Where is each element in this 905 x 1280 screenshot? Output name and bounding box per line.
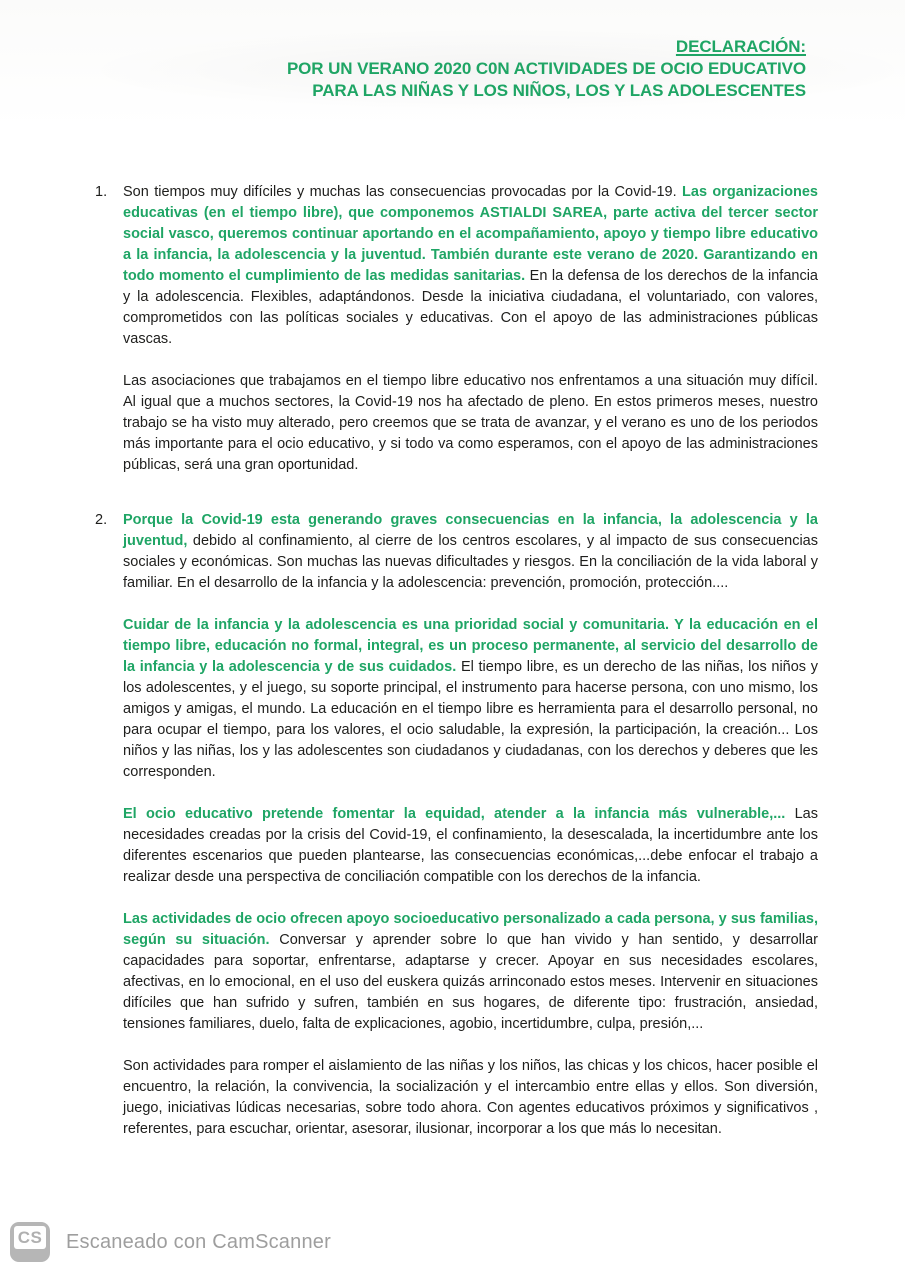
paragraph — [123, 804, 818, 888]
camscanner-watermark — [10, 1222, 331, 1262]
document-subtitle-line2: PARA LAS NIÑAS Y LOS NIÑOS, LOS Y LAS ADOLESCENTES — [312, 81, 806, 100]
text-segment: En la defensa de los derechos de la infancia y la adolescencia. Flexibles, adaptándonos. Desde la iniciativa ciudadana, el voluntariado, con valores, comprometidos con las políticas sociales y educativas. Con el apoyo de las administraciones públicas vascas. — [123, 268, 818, 347]
emphasis-segment: Cuidar de la infancia y la adolescencia es una prioridad social y comunitaria. Y la educación en el tiempo libre, educación no formal, integral, es un proceso permanente, al servicio del desarrollo de la infancia y la adolescencia y de sus cuidados. — [123, 617, 818, 675]
document-subtitle-line1: POR UN VERANO 2020 C0N ACTIVIDADES DE OCIO EDUCATIVO — [286, 59, 806, 78]
text-segment: Conversar y aprender sobre lo que han vivido y han sentido, y desarrollar capacidades para soportar, enfrentarse, adaptarse y crecer. Apoyar en sus necesidades escolares, afectivas, en lo emocional, en el uso del euskera quizás arrinconado estos meses. Intervenir en situaciones difíciles que han sufrido y sufren, también en sus hogares, de diferente tipo: frustración, ansiedad, tensiones familiares, duelo, falta de explicaciones, agobio, incertidumbre, culpa, presión,... — [123, 932, 819, 1032]
paragraph — [123, 510, 818, 594]
text-segment: Son tiempos muy difíciles y muchas las consecuencias provocadas por la Covid-19. — [123, 184, 683, 200]
watermark-text: Escaneado con CamScanner — [66, 1230, 331, 1253]
item-number: 2. — [95, 512, 108, 528]
emphasis-segment: Porque la Covid-19 esta generando graves consecuencias en la infancia, la adolescencia y la juventud, — [123, 512, 818, 549]
text-segment: El tiempo libre, es un derecho de las niñas, los niños y los adolescentes, y el juego, su soporte principal, el instrumento para hacerse persona, con uno mismo, los amigos y amigas, el mundo. La educación en el tiempo libre es herramienta para el desarrollo personal, no para ocupar el tiempo, para los valores, el ocio saludable, la expresión, la participación, la creación... Los niños y las niñas, los y las adolescentes son ciudadanos y ciudadanas, con los derechos y deberes que les corresponden. — [123, 659, 818, 780]
document-title: DECLARACIÓN: — [675, 37, 806, 56]
text-segment: Son actividades para romper el aislamiento de las niñas y los niños, las chicas y los chicos, hacer posible el encuentro, la relación, la convivencia, la socialización y el intercambio entre ellas y ellos. Son diversión, juego, iniciativas lúdicas necesarias, sobre todo ahora. Con agentes educativos próximos y significativos , referentes, para escuchar, orientar, asesorar, ilusionar, incorporar a los que más lo necesitan. — [123, 1058, 818, 1137]
numbered-item-2 — [95, 510, 818, 1140]
paragraph — [123, 615, 818, 783]
text-segment: Las asociaciones que trabajamos en el tiempo libre educativo nos enfrentamos a una situación muy difícil. Al igual que a muchos sectores, la Covid-19 nos ha afectado de pleno. En estos primeros meses, nuestro trabajo se ha visto muy alterado, pero creemos que se trata de avanzar, y el verano es uno de los periodos más importante para el ocio educativo, y si todo va como esperamos, con el apoyo de las administraciones públicas, será una gran oportunidad. — [123, 373, 818, 473]
item-number: 1. — [95, 184, 108, 200]
text-segment: debido al confinamiento, al cierre de los centros escolares, y al impacto de sus consecuencias sociales y económicas. Son muchas las nuevas dificultades y riesgos. En la conciliación de la vida laboral y familiar. En el desarrollo de la infancia y la adolescencia: prevención, promoción, protección.... — [123, 533, 818, 591]
emphasis-segment: El ocio educativo pretende fomentar la equidad, atender a la infancia más vulnerable,... — [123, 806, 795, 822]
document-body — [95, 182, 818, 1140]
text-segment: Las necesidades creadas por la crisis del Covid-19, el confinamiento, la desescalada, la incertidumbre ante los diferentes escenarios que pueden plantearse, las consecuencias económicas,...debe enfocar el trabajo a realizar desde una perspectiva de conciliación compatible con los derechos de la infancia. — [123, 806, 818, 885]
document-header — [0, 0, 806, 102]
item-body — [123, 510, 818, 1140]
numbered-item-1 — [95, 182, 818, 476]
paragraph — [123, 371, 818, 476]
item-body — [123, 182, 818, 476]
camscanner-logo-icon — [10, 1222, 50, 1262]
paragraph — [123, 1056, 818, 1140]
emphasis-segment: Las actividades de ocio ofrecen apoyo socioeducativo personalizado a cada persona, y sus familias, según su situación. — [123, 911, 818, 948]
emphasis-segment: Las organizaciones educativas (en el tiempo libre), que componemos ASTIALDI SAREA, parte activa del tercer sector social vasco, queremos continuar aportando en el acompañamiento, apoyo y tiempo libre educativo a la infancia, la adolescencia y la juventud. También durante este verano de 2020. Garantizando en todo momento el cumplimiento de las medidas sanitarias. — [123, 184, 818, 284]
paragraph — [123, 182, 818, 350]
camscanner-logo-text: CS — [14, 1226, 46, 1249]
paragraph — [123, 909, 818, 1035]
